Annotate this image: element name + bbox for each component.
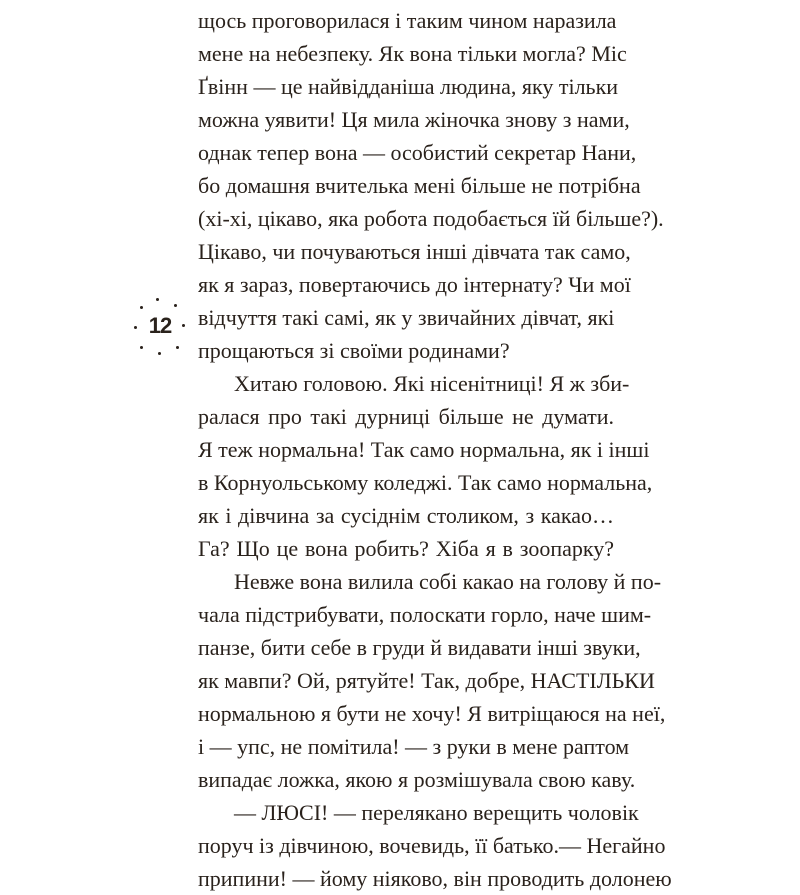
- text-line: поруч із дівчиною, вочевидь, її батько.— Негайно: [198, 833, 666, 858]
- ornament-dot: [140, 346, 143, 349]
- ornament-dot: [158, 352, 161, 355]
- text-line: в Корнуольському коледжі. Так само нормальна,: [198, 470, 653, 495]
- text-line: чала підстрибувати, полоскати горло, наче шим-: [198, 602, 652, 627]
- ornament-dot: [134, 326, 137, 329]
- text-line: Хитаю головою. Які нісенітниці! Я ж зби-: [234, 371, 630, 396]
- ornament-dot: [174, 304, 177, 307]
- text-line: прощаються зі своїми родинами?: [198, 338, 510, 363]
- text-line: ралася про такі дурниці більше не думати.: [198, 404, 614, 429]
- text-line: Цікаво, чи почуваються інші дівчата так само,: [198, 239, 631, 264]
- ornament-dot: [176, 346, 179, 349]
- ornament-dot: [182, 324, 185, 327]
- text-line: бо домашня вчителька мені більше не потрібна: [198, 173, 641, 198]
- text-line: Ґвінн — це найвідданіша людина, яку тільки: [198, 74, 619, 99]
- text-line: нормальною я бути не хочу! Я витріщаюся на неї,: [198, 701, 666, 726]
- text-line: — ЛЮСІ! — перелякано верещить чоловік: [234, 800, 639, 825]
- body-text: [198, 4, 672, 895]
- page-number-ornament: [132, 296, 188, 356]
- text-line: як мавпи? Ой, рятуйте! Так, добре, НАСТІЛЬКИ: [198, 668, 655, 693]
- text-line: можна уявити! Ця мила жіночка знову з нами,: [198, 107, 630, 132]
- text-line: припини! — йому ніяково, він проводить долонею: [198, 866, 672, 891]
- text-line: (хі-хі, цікаво, яка робота подобається їй більше?).: [198, 206, 664, 231]
- text-line: панзе, бити себе в груди й видавати інші звуки,: [198, 635, 641, 660]
- ornament-dot: [140, 306, 143, 309]
- text-line: і — упс, не помітила! — з руки в мене раптом: [198, 734, 630, 759]
- page-number: 12: [148, 313, 172, 338]
- text-line: щось проговорилася і таким чином наразила: [198, 8, 617, 33]
- text-line: Га? Що це вона робить? Хіба я в зоопарку?: [198, 536, 614, 561]
- text-line: як я зараз, повертаючись до інтернату? Чи мої: [198, 272, 631, 297]
- text-line: відчуття такі самі, як у звичайних дівчат, які: [198, 305, 615, 330]
- text-line: мене на небезпеку. Як вона тільки могла? Міс: [198, 41, 627, 66]
- text-line: однак тепер вона — особистий секретар Нани,: [198, 140, 637, 165]
- ornament-dot: [156, 298, 159, 301]
- text-line: випадає ложка, якою я розмішувала свою каву.: [198, 767, 636, 792]
- text-line: Невже вона вилила собі какао на голову й по-: [234, 569, 662, 594]
- text-line: Я теж нормальна! Так само нормальна, як і інші: [198, 437, 650, 462]
- text-line: як і дівчина за сусіднім столиком, з какао…: [198, 503, 614, 528]
